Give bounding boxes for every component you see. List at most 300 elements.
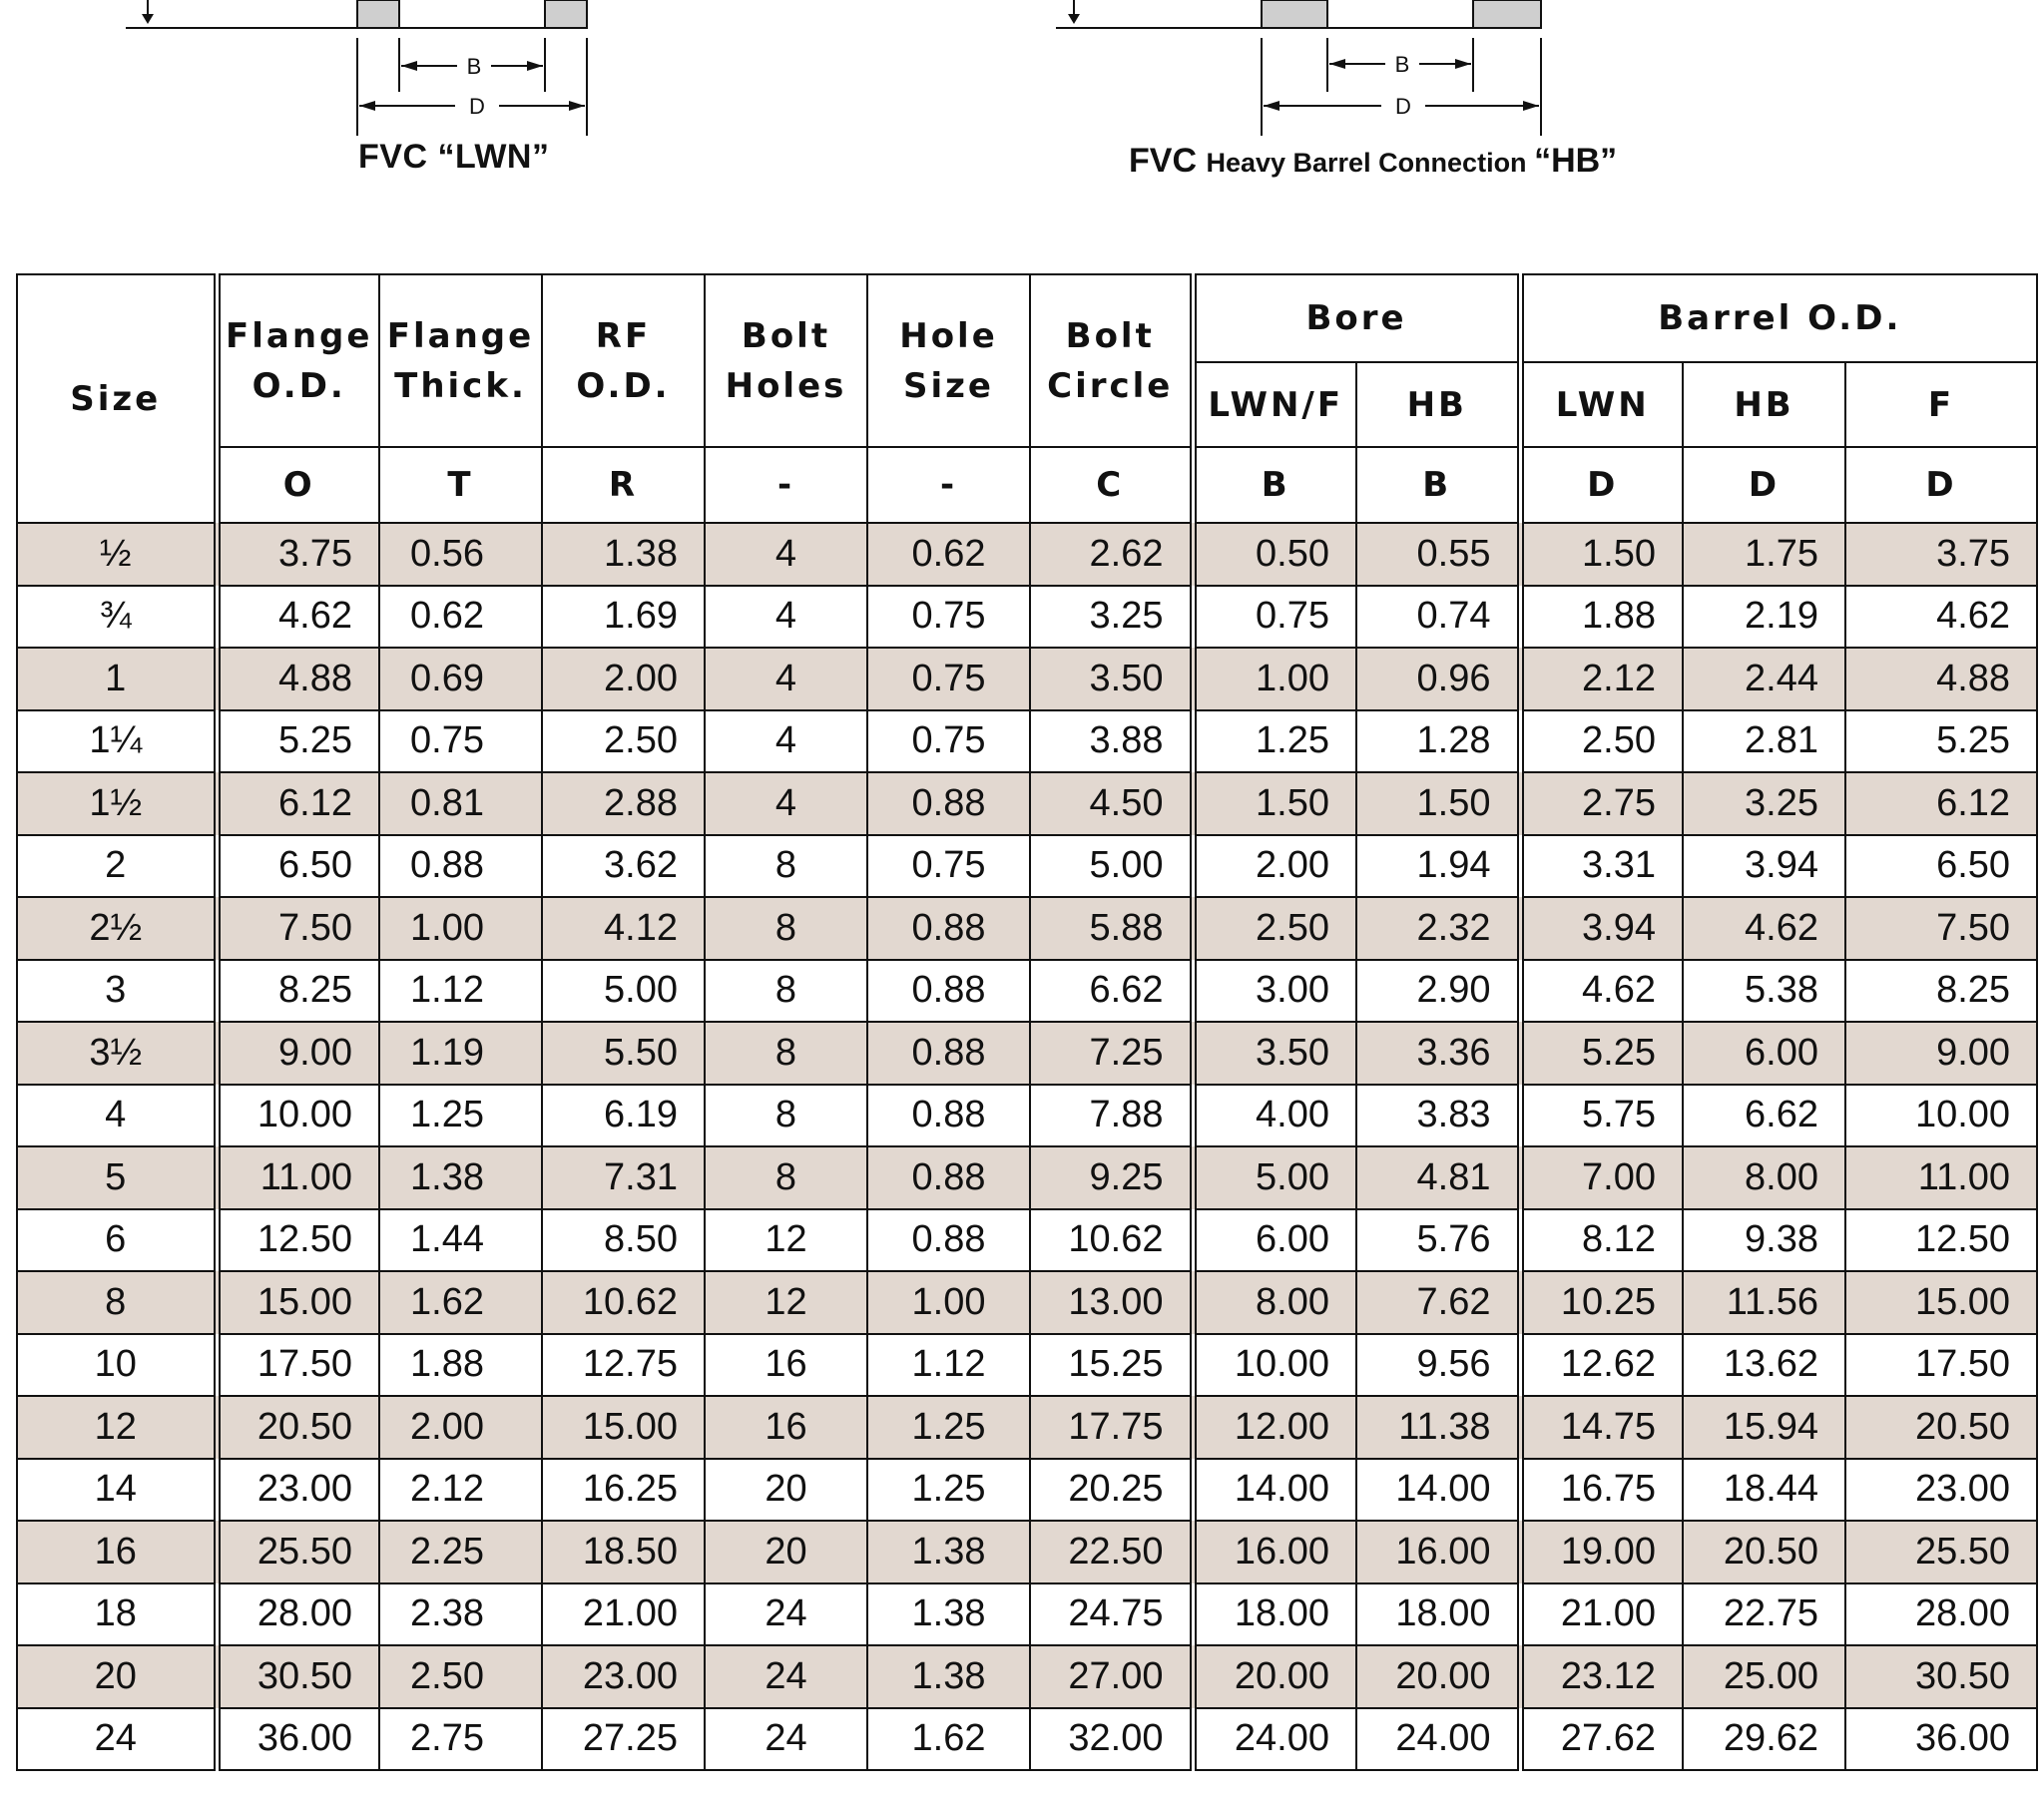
cell-bore-lwnf: 12.00 — [1193, 1396, 1356, 1459]
diagram-area — [0, 0, 2044, 200]
cell-rf-od: 1.69 — [542, 586, 705, 649]
cell-size: 4 — [17, 1085, 217, 1147]
cell-size: 16 — [17, 1521, 217, 1583]
header-bore-hb: HB — [1356, 362, 1520, 447]
cell-bolt-circle: 9.25 — [1030, 1146, 1193, 1209]
cell-barrel-lwn: 14.75 — [1520, 1396, 1683, 1459]
cell-barrel-f: 15.00 — [1845, 1271, 2037, 1334]
cell-barrel-lwn: 3.31 — [1520, 835, 1683, 898]
cell-rf-od: 12.75 — [542, 1334, 705, 1397]
cell-size: 14 — [17, 1459, 217, 1522]
cell-bolt-circle: 2.62 — [1030, 523, 1193, 586]
cell-bore-hb: 5.76 — [1356, 1209, 1520, 1272]
cell-bolt-circle: 5.88 — [1030, 897, 1193, 960]
cell-bolt-circle: 3.50 — [1030, 648, 1193, 710]
code-cell: O — [217, 447, 379, 523]
cell-bore-lwnf: 2.00 — [1193, 835, 1356, 898]
cell-barrel-lwn: 2.50 — [1520, 710, 1683, 773]
cell-bore-lwnf: 5.00 — [1193, 1146, 1356, 1209]
cell-bolt-holes: 4 — [705, 710, 867, 773]
cell-barrel-hb: 29.62 — [1683, 1708, 1845, 1771]
cell-barrel-hb: 4.62 — [1683, 897, 1845, 960]
cell-bore-lwnf: 24.00 — [1193, 1708, 1356, 1771]
cell-hole-size: 0.75 — [867, 835, 1030, 898]
cell-bore-lwnf: 10.00 — [1193, 1334, 1356, 1397]
cell-rf-od: 18.50 — [542, 1521, 705, 1583]
cell-bore-hb: 11.38 — [1356, 1396, 1520, 1459]
table-row — [17, 648, 2037, 710]
cell-barrel-f: 5.25 — [1845, 710, 2037, 773]
cell-barrel-f: 25.50 — [1845, 1521, 2037, 1583]
cell-barrel-lwn: 27.62 — [1520, 1708, 1683, 1771]
cell-barrel-lwn: 8.12 — [1520, 1209, 1683, 1272]
cell-barrel-f: 36.00 — [1845, 1708, 2037, 1771]
cell-barrel-lwn: 3.94 — [1520, 897, 1683, 960]
cell-rf-od: 21.00 — [542, 1583, 705, 1646]
cell-barrel-lwn: 10.25 — [1520, 1271, 1683, 1334]
table-row — [17, 1146, 2037, 1209]
cell-barrel-f: 17.50 — [1845, 1334, 2037, 1397]
table-row — [17, 1334, 2037, 1397]
cell-hole-size: 1.38 — [867, 1645, 1030, 1708]
cell-barrel-lwn: 5.75 — [1520, 1085, 1683, 1147]
cell-barrel-hb: 8.00 — [1683, 1146, 1845, 1209]
cell-barrel-f: 8.25 — [1845, 960, 2037, 1023]
cell-barrel-f: 4.62 — [1845, 586, 2037, 649]
cell-bore-lwnf: 18.00 — [1193, 1583, 1356, 1646]
cell-flange-thick: 1.25 — [379, 1085, 542, 1147]
cell-flange-od: 28.00 — [217, 1583, 379, 1646]
cell-size: 18 — [17, 1583, 217, 1646]
table-row — [17, 960, 2037, 1023]
cell-hole-size: 0.88 — [867, 960, 1030, 1023]
cell-bolt-circle: 15.25 — [1030, 1334, 1193, 1397]
cell-bore-lwnf: 3.50 — [1193, 1022, 1356, 1085]
cell-flange-od: 6.12 — [217, 772, 379, 835]
cell-size: ½ — [17, 523, 217, 586]
cell-barrel-lwn: 4.62 — [1520, 960, 1683, 1023]
header-size: Size — [17, 274, 217, 523]
header-rf-od: RF O.D. — [542, 274, 705, 447]
cell-bolt-holes: 4 — [705, 648, 867, 710]
table-row — [17, 835, 2037, 898]
cell-flange-od: 4.88 — [217, 648, 379, 710]
cell-flange-thick: 0.75 — [379, 710, 542, 773]
cell-hole-size: 1.25 — [867, 1396, 1030, 1459]
code-cell: B — [1356, 447, 1520, 523]
cell-size: ¾ — [17, 586, 217, 649]
cell-hole-size: 1.38 — [867, 1583, 1030, 1646]
cell-barrel-f: 20.50 — [1845, 1396, 2037, 1459]
cell-bore-lwnf: 0.50 — [1193, 523, 1356, 586]
cell-barrel-lwn: 21.00 — [1520, 1583, 1683, 1646]
cell-bore-hb: 20.00 — [1356, 1645, 1520, 1708]
cell-bore-lwnf: 6.00 — [1193, 1209, 1356, 1272]
cell-size: 1½ — [17, 772, 217, 835]
cell-flange-thick: 2.12 — [379, 1459, 542, 1522]
cell-bolt-holes: 12 — [705, 1209, 867, 1272]
lwn-dim-d: D — [469, 94, 485, 119]
cell-size: 3 — [17, 960, 217, 1023]
cell-flange-thick: 0.81 — [379, 772, 542, 835]
cell-bore-lwnf: 3.00 — [1193, 960, 1356, 1023]
cell-size: 2 — [17, 835, 217, 898]
cell-hole-size: 1.25 — [867, 1459, 1030, 1522]
cell-bore-lwnf: 14.00 — [1193, 1459, 1356, 1522]
cell-flange-thick: 1.38 — [379, 1146, 542, 1209]
header-group-barrel: Barrel O.D. — [1520, 274, 2037, 362]
cell-barrel-hb: 3.25 — [1683, 772, 1845, 835]
cell-barrel-lwn: 2.12 — [1520, 648, 1683, 710]
cell-barrel-hb: 5.38 — [1683, 960, 1845, 1023]
cell-flange-od: 36.00 — [217, 1708, 379, 1771]
cell-bore-hb: 0.96 — [1356, 648, 1520, 710]
cell-bore-hb: 2.90 — [1356, 960, 1520, 1023]
table-row — [17, 586, 2037, 649]
cell-barrel-hb: 6.62 — [1683, 1085, 1845, 1147]
header-row-groups — [17, 274, 2037, 362]
hb-dim-b: B — [1394, 52, 1410, 77]
cell-barrel-hb: 11.56 — [1683, 1271, 1845, 1334]
cell-flange-od: 30.50 — [217, 1645, 379, 1708]
hb-caption-prefix: FVC — [1129, 142, 1207, 180]
header-bore-lwnf: LWN/F — [1193, 362, 1356, 447]
cell-rf-od: 10.62 — [542, 1271, 705, 1334]
cell-flange-od: 4.62 — [217, 586, 379, 649]
cell-bore-lwnf: 2.50 — [1193, 897, 1356, 960]
table-row — [17, 1396, 2037, 1459]
cell-bolt-holes: 4 — [705, 772, 867, 835]
cell-barrel-f: 4.88 — [1845, 648, 2037, 710]
cell-bore-hb: 3.36 — [1356, 1022, 1520, 1085]
code-cell: D — [1683, 447, 1845, 523]
table-row — [17, 897, 2037, 960]
cell-flange-od: 7.50 — [217, 897, 379, 960]
cell-bore-lwnf: 20.00 — [1193, 1645, 1356, 1708]
cell-rf-od: 2.50 — [542, 710, 705, 773]
table-row — [17, 1521, 2037, 1583]
cell-flange-od: 15.00 — [217, 1271, 379, 1334]
cell-barrel-f: 6.50 — [1845, 835, 2037, 898]
cell-barrel-f: 9.00 — [1845, 1022, 2037, 1085]
hb-caption-small: Heavy Barrel Connection — [1206, 148, 1535, 178]
cell-barrel-f: 11.00 — [1845, 1146, 2037, 1209]
cell-bolt-holes: 12 — [705, 1271, 867, 1334]
cell-bolt-holes: 24 — [705, 1583, 867, 1646]
cell-flange-od: 5.25 — [217, 710, 379, 773]
cell-flange-thick: 1.62 — [379, 1271, 542, 1334]
hb-dim-d: D — [1395, 94, 1411, 119]
cell-barrel-f: 10.00 — [1845, 1085, 2037, 1147]
cell-bolt-holes: 4 — [705, 586, 867, 649]
cell-bore-hb: 4.81 — [1356, 1146, 1520, 1209]
cell-flange-od: 10.00 — [217, 1085, 379, 1147]
cell-bolt-circle: 20.25 — [1030, 1459, 1193, 1522]
cell-bore-hb: 0.74 — [1356, 586, 1520, 649]
cell-rf-od: 4.12 — [542, 897, 705, 960]
hb-caption — [1129, 142, 1617, 181]
cell-barrel-f: 30.50 — [1845, 1645, 2037, 1708]
cell-barrel-f: 3.75 — [1845, 523, 2037, 586]
table-row — [17, 1085, 2037, 1147]
cell-barrel-f: 6.12 — [1845, 772, 2037, 835]
lwn-caption-main: “LWN” — [437, 138, 550, 176]
table-row — [17, 523, 2037, 586]
cell-bore-lwnf: 4.00 — [1193, 1085, 1356, 1147]
cell-size: 10 — [17, 1334, 217, 1397]
cell-flange-od: 20.50 — [217, 1396, 379, 1459]
cell-bolt-circle: 6.62 — [1030, 960, 1193, 1023]
header-bolt-holes: Bolt Holes — [705, 274, 867, 447]
cell-size: 8 — [17, 1271, 217, 1334]
flange-dimension-table — [16, 273, 2038, 1771]
cell-bolt-holes: 8 — [705, 1085, 867, 1147]
cell-rf-od: 3.62 — [542, 835, 705, 898]
header-barrel-lwn: LWN — [1520, 362, 1683, 447]
cell-bore-hb: 24.00 — [1356, 1708, 1520, 1771]
header-flange-thick: Flange Thick. — [379, 274, 542, 447]
cell-bore-hb: 18.00 — [1356, 1583, 1520, 1646]
cell-bolt-holes: 8 — [705, 960, 867, 1023]
cell-hole-size: 0.75 — [867, 648, 1030, 710]
cell-barrel-hb: 2.44 — [1683, 648, 1845, 710]
cell-bore-hb: 16.00 — [1356, 1521, 1520, 1583]
cell-barrel-hb: 9.38 — [1683, 1209, 1845, 1272]
cell-barrel-f: 12.50 — [1845, 1209, 2037, 1272]
cell-barrel-f: 7.50 — [1845, 897, 2037, 960]
cell-bolt-circle: 4.50 — [1030, 772, 1193, 835]
cell-barrel-lwn: 23.12 — [1520, 1645, 1683, 1708]
cell-hole-size: 0.75 — [867, 586, 1030, 649]
cell-flange-thick: 0.88 — [379, 835, 542, 898]
header-flange-od: Flange O.D. — [217, 274, 379, 447]
cell-barrel-hb: 6.00 — [1683, 1022, 1845, 1085]
cell-rf-od: 6.19 — [542, 1085, 705, 1147]
code-cell: T — [379, 447, 542, 523]
cell-size: 5 — [17, 1146, 217, 1209]
cell-rf-od: 8.50 — [542, 1209, 705, 1272]
cell-bore-hb: 2.32 — [1356, 897, 1520, 960]
cell-bore-lwnf: 1.50 — [1193, 772, 1356, 835]
code-cell: R — [542, 447, 705, 523]
cell-barrel-lwn: 19.00 — [1520, 1521, 1683, 1583]
cell-hole-size: 1.38 — [867, 1521, 1030, 1583]
cell-flange-thick: 1.88 — [379, 1334, 542, 1397]
cell-flange-od: 9.00 — [217, 1022, 379, 1085]
cell-rf-od: 23.00 — [542, 1645, 705, 1708]
table-header — [17, 274, 2037, 523]
cell-bolt-holes: 24 — [705, 1645, 867, 1708]
cell-hole-size: 1.12 — [867, 1334, 1030, 1397]
cell-barrel-hb: 13.62 — [1683, 1334, 1845, 1397]
cell-bolt-circle: 5.00 — [1030, 835, 1193, 898]
cell-barrel-lwn: 1.88 — [1520, 586, 1683, 649]
table-row — [17, 1645, 2037, 1708]
cell-flange-thick: 0.62 — [379, 586, 542, 649]
header-hole-size: Hole Size — [867, 274, 1030, 447]
cell-barrel-hb: 2.19 — [1683, 586, 1845, 649]
code-cell: - — [705, 447, 867, 523]
cell-barrel-f: 28.00 — [1845, 1583, 2037, 1646]
cell-flange-thick: 2.25 — [379, 1521, 542, 1583]
lwn-caption-prefix: FVC — [358, 138, 438, 176]
cell-bolt-circle: 27.00 — [1030, 1645, 1193, 1708]
cell-bolt-circle: 10.62 — [1030, 1209, 1193, 1272]
code-cell: C — [1030, 447, 1193, 523]
cell-hole-size: 0.88 — [867, 1146, 1030, 1209]
lwn-dim-b: B — [466, 54, 482, 79]
cell-hole-size: 0.88 — [867, 1209, 1030, 1272]
cell-size: 1 — [17, 648, 217, 710]
header-group-bore: Bore — [1193, 274, 1520, 362]
cell-bolt-circle: 7.88 — [1030, 1085, 1193, 1147]
cell-bore-lwnf: 1.25 — [1193, 710, 1356, 773]
cell-barrel-lwn: 7.00 — [1520, 1146, 1683, 1209]
table-row — [17, 1022, 2037, 1085]
cell-size: 24 — [17, 1708, 217, 1771]
cell-size: 20 — [17, 1645, 217, 1708]
cell-bolt-holes: 24 — [705, 1708, 867, 1771]
cell-hole-size: 0.88 — [867, 1022, 1030, 1085]
cell-flange-od: 3.75 — [217, 523, 379, 586]
table-row — [17, 772, 2037, 835]
cell-hole-size: 0.88 — [867, 897, 1030, 960]
cell-rf-od: 5.00 — [542, 960, 705, 1023]
cell-barrel-hb: 18.44 — [1683, 1459, 1845, 1522]
cell-flange-od: 25.50 — [217, 1521, 379, 1583]
code-cell: D — [1520, 447, 1683, 523]
cell-bolt-circle: 3.88 — [1030, 710, 1193, 773]
cell-barrel-lwn: 12.62 — [1520, 1334, 1683, 1397]
cell-rf-od: 16.25 — [542, 1459, 705, 1522]
table-row — [17, 1209, 2037, 1272]
cell-barrel-hb: 25.00 — [1683, 1645, 1845, 1708]
cell-barrel-hb: 22.75 — [1683, 1583, 1845, 1646]
cell-flange-thick: 2.38 — [379, 1583, 542, 1646]
cell-size: 12 — [17, 1396, 217, 1459]
cell-bolt-holes: 16 — [705, 1396, 867, 1459]
table-row — [17, 710, 2037, 773]
cell-bore-lwnf: 8.00 — [1193, 1271, 1356, 1334]
table-row — [17, 1708, 2037, 1771]
cell-bore-hb: 7.62 — [1356, 1271, 1520, 1334]
cell-bolt-holes: 20 — [705, 1459, 867, 1522]
cell-rf-od: 1.38 — [542, 523, 705, 586]
cell-flange-od: 8.25 — [217, 960, 379, 1023]
cell-flange-thick: 1.00 — [379, 897, 542, 960]
cell-flange-thick: 1.19 — [379, 1022, 542, 1085]
code-cell: D — [1845, 447, 2037, 523]
cell-barrel-hb: 20.50 — [1683, 1521, 1845, 1583]
cell-barrel-hb: 1.75 — [1683, 523, 1845, 586]
cell-hole-size: 1.00 — [867, 1271, 1030, 1334]
cell-flange-od: 23.00 — [217, 1459, 379, 1522]
cell-bore-hb: 1.50 — [1356, 772, 1520, 835]
cell-bore-hb: 3.83 — [1356, 1085, 1520, 1147]
cell-bolt-circle: 3.25 — [1030, 586, 1193, 649]
cell-rf-od: 15.00 — [542, 1396, 705, 1459]
cell-barrel-lwn: 1.50 — [1520, 523, 1683, 586]
cell-bore-lwnf: 16.00 — [1193, 1521, 1356, 1583]
cell-flange-thick: 2.00 — [379, 1396, 542, 1459]
cell-bore-hb: 1.28 — [1356, 710, 1520, 773]
cell-bolt-holes: 16 — [705, 1334, 867, 1397]
cell-flange-thick: 1.12 — [379, 960, 542, 1023]
cell-rf-od: 5.50 — [542, 1022, 705, 1085]
cell-hole-size: 1.62 — [867, 1708, 1030, 1771]
cell-bore-hb: 9.56 — [1356, 1334, 1520, 1397]
hb-caption-main: “HB” — [1534, 142, 1618, 180]
cell-bolt-circle: 17.75 — [1030, 1396, 1193, 1459]
cell-rf-od: 27.25 — [542, 1708, 705, 1771]
cell-rf-od: 2.88 — [542, 772, 705, 835]
code-cell: B — [1193, 447, 1356, 523]
table-row — [17, 1583, 2037, 1646]
hb-drawing — [0, 0, 2044, 200]
cell-hole-size: 0.75 — [867, 710, 1030, 773]
cell-flange-thick: 0.56 — [379, 523, 542, 586]
cell-bore-hb: 0.55 — [1356, 523, 1520, 586]
header-row-codes — [17, 447, 2037, 523]
cell-bolt-circle: 13.00 — [1030, 1271, 1193, 1334]
header-barrel-f: F — [1845, 362, 2037, 447]
cell-bolt-holes: 20 — [705, 1521, 867, 1583]
header-barrel-hb: HB — [1683, 362, 1845, 447]
cell-flange-thick: 1.44 — [379, 1209, 542, 1272]
code-cell: - — [867, 447, 1030, 523]
table-row — [17, 1459, 2037, 1522]
cell-flange-od: 12.50 — [217, 1209, 379, 1272]
cell-flange-thick: 2.75 — [379, 1708, 542, 1771]
cell-flange-thick: 0.69 — [379, 648, 542, 710]
cell-rf-od: 7.31 — [542, 1146, 705, 1209]
cell-barrel-lwn: 5.25 — [1520, 1022, 1683, 1085]
cell-bolt-circle: 32.00 — [1030, 1708, 1193, 1771]
cell-bore-hb: 1.94 — [1356, 835, 1520, 898]
cell-bolt-holes: 8 — [705, 1022, 867, 1085]
cell-barrel-hb: 2.81 — [1683, 710, 1845, 773]
cell-flange-od: 6.50 — [217, 835, 379, 898]
cell-bolt-holes: 8 — [705, 1146, 867, 1209]
table-body — [17, 523, 2037, 1770]
table-row — [17, 1271, 2037, 1334]
cell-flange-od: 11.00 — [217, 1146, 379, 1209]
cell-rf-od: 2.00 — [542, 648, 705, 710]
cell-barrel-hb: 3.94 — [1683, 835, 1845, 898]
cell-size: 6 — [17, 1209, 217, 1272]
cell-bore-hb: 14.00 — [1356, 1459, 1520, 1522]
cell-size: 3½ — [17, 1022, 217, 1085]
cell-bolt-holes: 8 — [705, 835, 867, 898]
cell-barrel-lwn: 16.75 — [1520, 1459, 1683, 1522]
cell-flange-od: 17.50 — [217, 1334, 379, 1397]
cell-barrel-f: 23.00 — [1845, 1459, 2037, 1522]
cell-bolt-holes: 4 — [705, 523, 867, 586]
cell-size: 1¼ — [17, 710, 217, 773]
cell-bore-lwnf: 0.75 — [1193, 586, 1356, 649]
cell-bolt-circle: 7.25 — [1030, 1022, 1193, 1085]
cell-bore-lwnf: 1.00 — [1193, 648, 1356, 710]
cell-flange-thick: 2.50 — [379, 1645, 542, 1708]
cell-hole-size: 0.62 — [867, 523, 1030, 586]
cell-bolt-circle: 24.75 — [1030, 1583, 1193, 1646]
cell-hole-size: 0.88 — [867, 772, 1030, 835]
header-bolt-circle: Bolt Circle — [1030, 274, 1193, 447]
cell-barrel-lwn: 2.75 — [1520, 772, 1683, 835]
cell-size: 2½ — [17, 897, 217, 960]
cell-bolt-circle: 22.50 — [1030, 1521, 1193, 1583]
cell-barrel-hb: 15.94 — [1683, 1396, 1845, 1459]
